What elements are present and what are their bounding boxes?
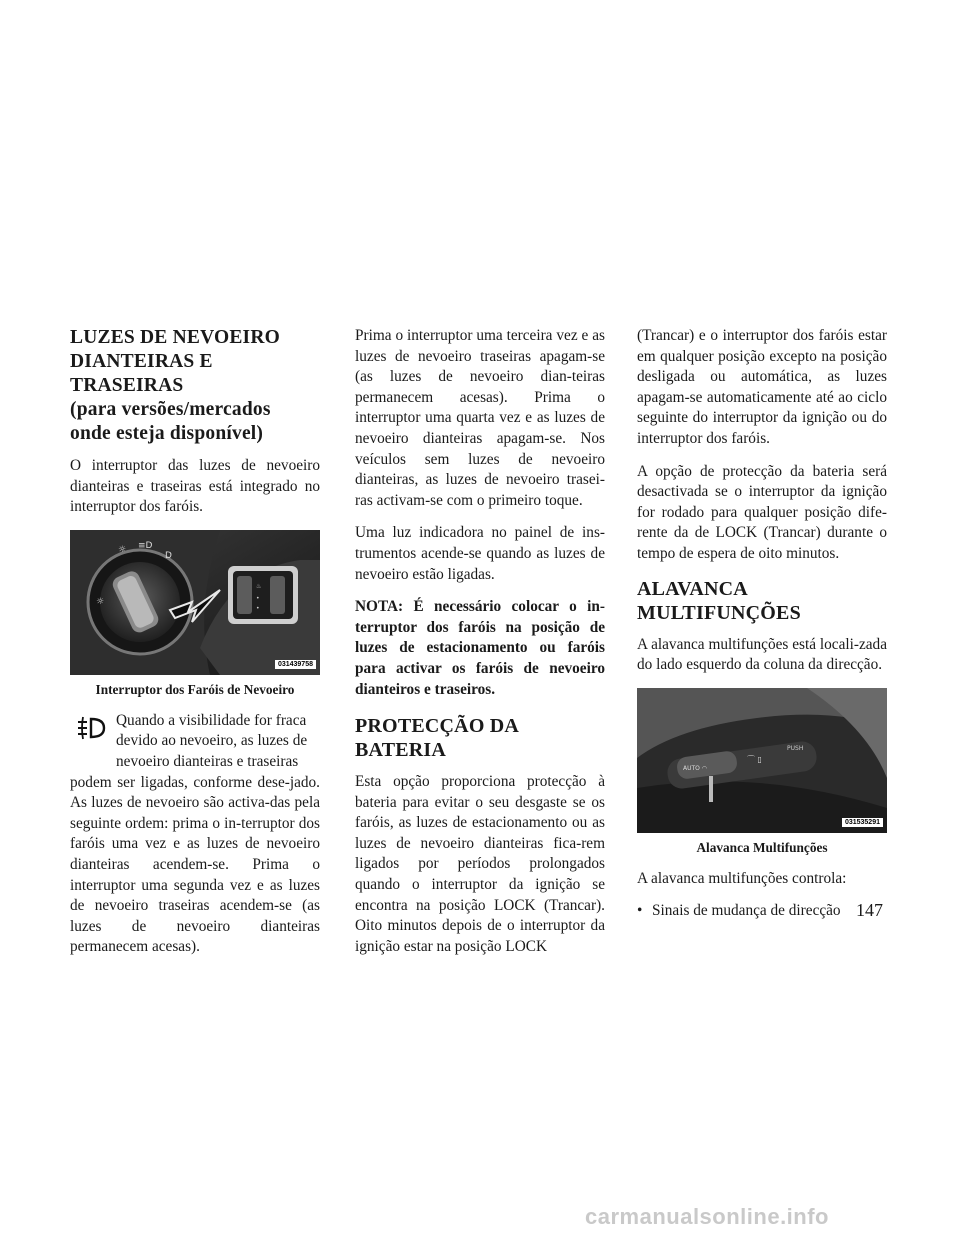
note-paragraph: NOTA: É necessário colocar o in-terruptor dos faróis na posição de luzes de estacionamento ou faróis para activar os faróis de nevoeiro dianteiros e traseiros. <box>355 598 605 698</box>
paragraph: A alavanca multifunções está locali-zada do lado esquerdo da coluna da direcção. <box>637 635 887 674</box>
figure-caption: Interruptor dos Faróis de Nevoeiro <box>95 681 295 697</box>
paragraph: Esta opção proporciona protecção à bateria para evitar o seu desgaste se os faróis, as luzes de estacionamento ou as luzes de nevoeiro dianteiras fica-rem ligados por períodos prolongados quando o interruptor da ignição se encontra na posição LOCK (Trancar). Oito minutos depois de o interruptor da ignição estar na posição LOCK <box>355 773 605 955</box>
figure-id: 031535291 <box>842 818 883 827</box>
multifunction-lever-photo <box>637 688 887 833</box>
column-3 <box>637 326 887 922</box>
headlamp-switch-illustration <box>70 530 320 675</box>
multifunction-lever-illustration <box>637 688 887 833</box>
section-heading-battery: PROTECÇÃO DA BATERIA <box>355 715 518 762</box>
svg-text:☼: ☼ <box>118 544 127 555</box>
section-heading-multifunction: ALAVANCA MULTIFUNÇÕES <box>637 577 801 624</box>
svg-text:PUSH: PUSH <box>787 744 804 752</box>
svg-text:D: D <box>165 550 172 561</box>
paragraph: Prima o interruptor uma terceira vez e as luzes de nevoeiro traseiras apagam-se (as luzes de nevoeiro dian-teiras permanecem acesas). Prima o interruptor uma quarta vez e as luzes de nevoeiro dianteiras apagam-se. Nos veículos sem luzes de nevoeiro dianteiras, as luzes de nevoeiro trasei-ras activam-se com o primeiro toque. <box>355 327 605 509</box>
figure-caption: Alavanca Multifunções <box>696 839 828 855</box>
fog-paragraph: Quando a visibilidade for fraca devido ao nevoeiro, as luzes de nevoeiro dianteiras e traseiras podem ser ligadas, conforme dese-jado. As luzes de nevoeiro são activa-das pela seguinte ordem: prima o in-terruptor dos faróis uma vez e as luzes de nevoeiro dianteiras acendem-se. Prima o interruptor uma segunda vez e as luzes de nevoeiro traseiras acendem-se (as luzes de nevoeiro dianteiras permanecem acesas). <box>70 711 320 956</box>
svg-text:≡D: ≡D <box>138 540 153 551</box>
svg-text:☼: ☼ <box>96 596 105 607</box>
svg-text:AUTO ◠: AUTO ◠ <box>683 764 708 772</box>
paragraph: O interruptor das luzes de nevoeiro dianteiras e traseiras está integrado no interruptor dos faróis. <box>70 457 320 516</box>
section-heading-fog-lights: LUZES DE NEVOEIRO DIANTEIRAS E TRASEIRAS (para versões/mercados onde esteja disponível) <box>70 327 280 444</box>
paragraph: A alavanca multifunções controla: <box>637 869 847 887</box>
svg-text:⌒ ▯: ⌒ ▯ <box>747 754 762 764</box>
svg-text:♨: ♨ <box>256 582 262 590</box>
paragraph: Uma luz indicadora no painel de ins-trumentos acende-se quando as luzes de nevoeiro estão ligadas. <box>355 524 605 583</box>
bullet-list <box>637 901 887 922</box>
svg-text:•: • <box>256 594 260 602</box>
column-2 <box>355 326 605 969</box>
figure-id: 031439758 <box>275 660 316 669</box>
list-item: • Sinais de mudança de direcção <box>637 902 841 920</box>
page-number: 147 <box>856 900 883 920</box>
svg-text:•: • <box>256 604 260 612</box>
fog-light-icon <box>74 715 108 741</box>
headlamp-switch-photo <box>70 530 320 675</box>
column-1 <box>70 326 320 958</box>
watermark: carmanualsonline.info <box>585 1204 829 1229</box>
paragraph: (Trancar) e o interruptor dos faróis estar em qualquer posição excepto na posição desligada ou automática, as luzes apagam-se automaticamente até ao ciclo seguinte do interruptor da ignição ou do interruptor dos faróis. <box>637 327 887 447</box>
paragraph: A opção de protecção da bateria será desactivada se o interruptor da ignição for rodado para qualquer posição dife-rente da de LOCK (Trancar) durante o tempo de espera de oito minutos. <box>637 462 887 562</box>
